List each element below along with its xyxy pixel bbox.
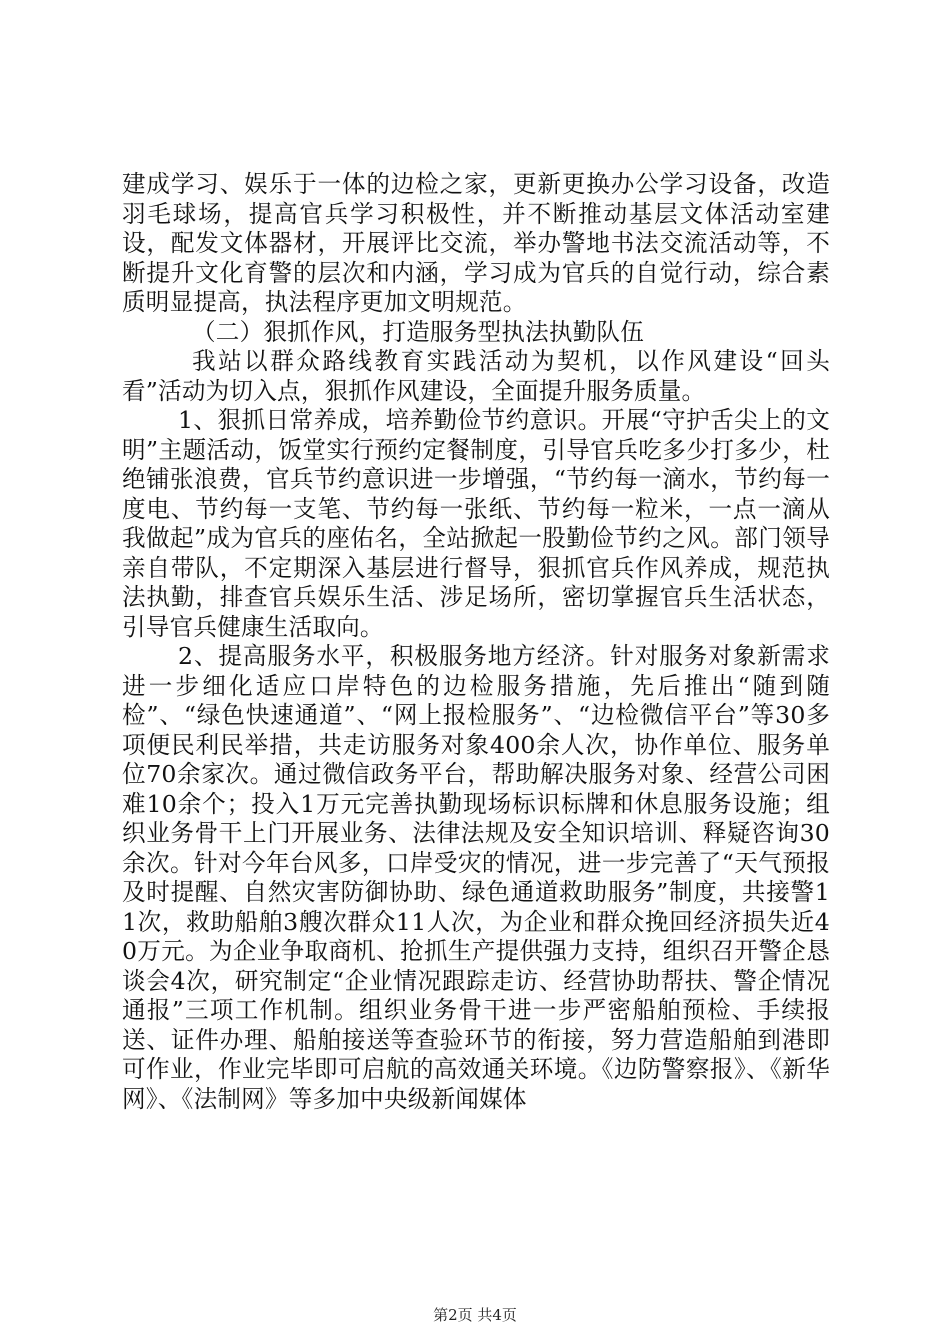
section-heading: （二）狠抓作风，打造服务型执法执勤队伍: [192, 317, 645, 346]
page-footer: 第2页 共4页: [433, 1306, 517, 1324]
paragraph-continuation: 建成学习、娱乐于一体的边检之家，更新更换办公学习设备，改造羽毛球场，提高官兵学习积极性，并不断推动基层文体活动室建设，配发文体器材，开展评比交流，举办警地书法交流活动等，不断提升文化育警的层次和内涵，学习成为官兵的自觉行动，综合素质明显提高，执法程序更加文明规范。: [122, 170, 830, 316]
document-body: [122, 170, 830, 1114]
item-2-paragraph: 2、提高服务水平，积极服务地方经济。针对服务对象新需求进一步细化适应口岸特色的边检服务措施，先后推出“随到随检”、“绿色快速通道”、“网上报检服务”、“边检微信平台”等30多项便民利民举措，共走访服务对象400余人次，协作单位、服务单位70余家次。通过微信政务平台，帮助解决服务对象、经营公司困难10余个；投入1万元完善执勤现场标识标牌和休息服务设施；组织业务骨干上门开展业务、法律法规及安全知识培训、释疑咨询30余次。针对今年台风多，口岸受灾的情况，进一步完善了“天气预报及时提醒、自然灾害防御协助、绿色通道救助服务”制度，共接警11次，救助船舶3艘次群众11人次，为企业和群众挽回经济损失近40万元。为企业争取商机、抢抓生产提供强力支持，组织召开警企恳谈会4次，研究制定“企业情况跟踪走访、经营协助帮扶、警企情况通报”三项工作机制。组织业务骨干进一步严密船舶预检、手续报送、证件办理、船舶接送等查验环节的衔接，努力营造船舶到港即可作业，作业完毕即可启航的高效通关环境。《边防警察报》、《新华网》、《法制网》等多加中央级新闻媒体: [122, 642, 830, 1113]
section-intro-paragraph: 我站以群众路线教育实践活动为契机，以作风建设“回头看”活动为切入点，狠抓作风建设，全面提升服务质量。: [122, 347, 830, 405]
item-1-paragraph: 1、狠抓日常养成，培养勤俭节约意识。开展“守护舌尖上的文明”主题活动，饭堂实行预约定餐制度，引导官兵吃多少打多少，杜绝铺张浪费，官兵节约意识进一步增强，“节约每一滴水，节约每一度电、节约每一支笔、节约每一张纸、节约每一粒米，一点一滴从我做起”成为官兵的座佑名，全站掀起一股勤俭节约之风。部门领导亲自带队，不定期深入基层进行督导，狠抓官兵作风养成，规范执法执勤，排查官兵娱乐生活、涉足场所，密切掌握官兵生活状态，引导官兵健康生活取向。: [122, 406, 830, 641]
